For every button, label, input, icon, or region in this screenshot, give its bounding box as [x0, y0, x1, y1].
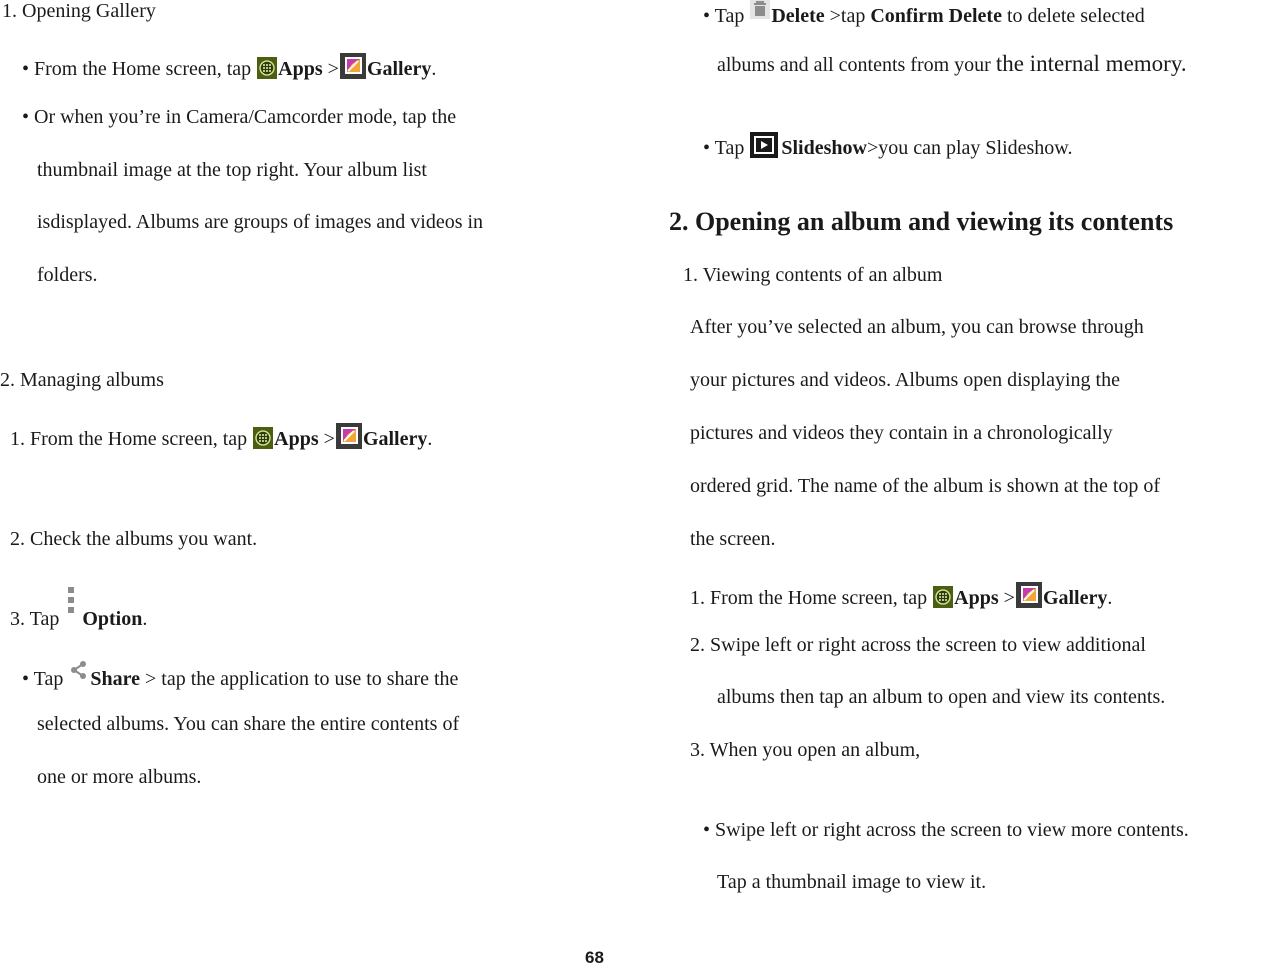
apps-icon	[257, 57, 277, 79]
section-heading-opening-album: 2. Opening an album and viewing its contents	[669, 207, 1174, 236]
confirm-delete-label: Confirm Delete	[870, 5, 1002, 27]
gallery-icon	[1016, 582, 1042, 608]
gallery-label: Gallery	[362, 428, 428, 450]
managing-step-2: 2. Check the albums you want.	[10, 528, 258, 550]
text: the internal memory.	[995, 51, 1187, 76]
managing-step-3	[10, 587, 147, 631]
apps-label: Apps	[954, 587, 999, 609]
text: to delete selected	[1001, 5, 1145, 27]
text: albums and all contents from your	[717, 54, 996, 76]
share-line-3: one or more albums.	[37, 766, 202, 788]
slideshow-icon	[750, 132, 780, 158]
section-title-managing-albums: 2. Managing albums	[0, 369, 164, 391]
text: 3. Tap	[10, 608, 65, 630]
delete-label: Delete	[771, 5, 825, 27]
slideshow-label: Slideshow	[781, 137, 867, 159]
viewing-step-3: 3. When you open an album,	[690, 739, 921, 761]
text: >you can play Slideshow.	[866, 137, 1073, 159]
separator: >	[322, 58, 339, 80]
apps-icon	[253, 427, 273, 449]
gallery-label: Gallery	[1042, 587, 1108, 609]
viewing-bullet-line-2: Tap a thumbnail image to view it.	[717, 871, 987, 893]
page-number: 68	[585, 948, 604, 967]
viewing-para-line-4: ordered grid. The name of the album is shown at the top of	[690, 475, 1161, 497]
viewing-para-line-2: your pictures and videos. Albums open displaying the	[690, 369, 1120, 391]
apps-icon	[933, 586, 953, 608]
viewing-step-2-line-2: albums then tap an album to open and view its contents.	[717, 686, 1166, 708]
opening-step-2-line-1: • Or when you’re in Camera/Camcorder mode, tap the	[22, 106, 457, 128]
share-icon	[69, 661, 89, 679]
viewing-para-line-1: After you’ve selected an album, you can browse through	[690, 316, 1144, 338]
delete-line-2	[717, 52, 1187, 77]
gallery-label: Gallery	[366, 58, 432, 80]
opening-step-2-line-3: isdisplayed. Albums are groups of images and videos in	[37, 211, 484, 233]
period: .	[431, 58, 437, 80]
text: > tap the application to use to share the	[139, 668, 459, 690]
share-line-2: selected albums. You can share the entire contents of	[37, 713, 460, 735]
text: • Tap	[703, 5, 750, 27]
viewing-title: 1. Viewing contents of an album	[683, 264, 943, 286]
text: >tap	[824, 5, 871, 27]
delete-line-1	[703, 0, 1145, 28]
share-label: Share	[90, 668, 140, 690]
separator: >	[998, 587, 1015, 609]
apps-label: Apps	[278, 58, 323, 80]
text: • Tap	[703, 137, 750, 159]
opening-step-1	[22, 53, 436, 81]
share-line-1	[22, 661, 458, 691]
more-options-icon	[65, 587, 81, 617]
viewing-step-1	[690, 582, 1112, 610]
viewing-bullet-line-1: • Swipe left or right across the screen to view more contents.	[703, 819, 1189, 841]
period: .	[1107, 587, 1113, 609]
gallery-icon	[336, 423, 362, 449]
option-label: Option	[82, 608, 143, 630]
text: • Tap	[22, 668, 69, 690]
text: 1. From the Home screen, tap	[690, 587, 933, 609]
viewing-para-line-3: pictures and videos they contain in a chronologically	[690, 422, 1113, 444]
separator: >	[318, 428, 335, 450]
period: .	[427, 428, 433, 450]
text: • From the Home screen, tap	[22, 58, 257, 80]
slideshow-line	[703, 132, 1072, 160]
opening-step-2-line-4: folders.	[37, 264, 98, 286]
trash-icon	[750, 0, 770, 19]
section-title-opening-gallery: 1. Opening Gallery	[2, 0, 156, 22]
managing-step-1	[10, 423, 432, 451]
opening-step-2-line-2: thumbnail image at the top right. Your album list	[37, 159, 427, 181]
apps-label: Apps	[274, 428, 319, 450]
viewing-para-line-5: the screen.	[690, 528, 776, 550]
text: 1. From the Home screen, tap	[10, 428, 253, 450]
period: .	[142, 608, 148, 630]
gallery-icon	[340, 53, 366, 79]
viewing-step-2-line-1: 2. Swipe left or right across the screen to view additional	[690, 634, 1146, 656]
